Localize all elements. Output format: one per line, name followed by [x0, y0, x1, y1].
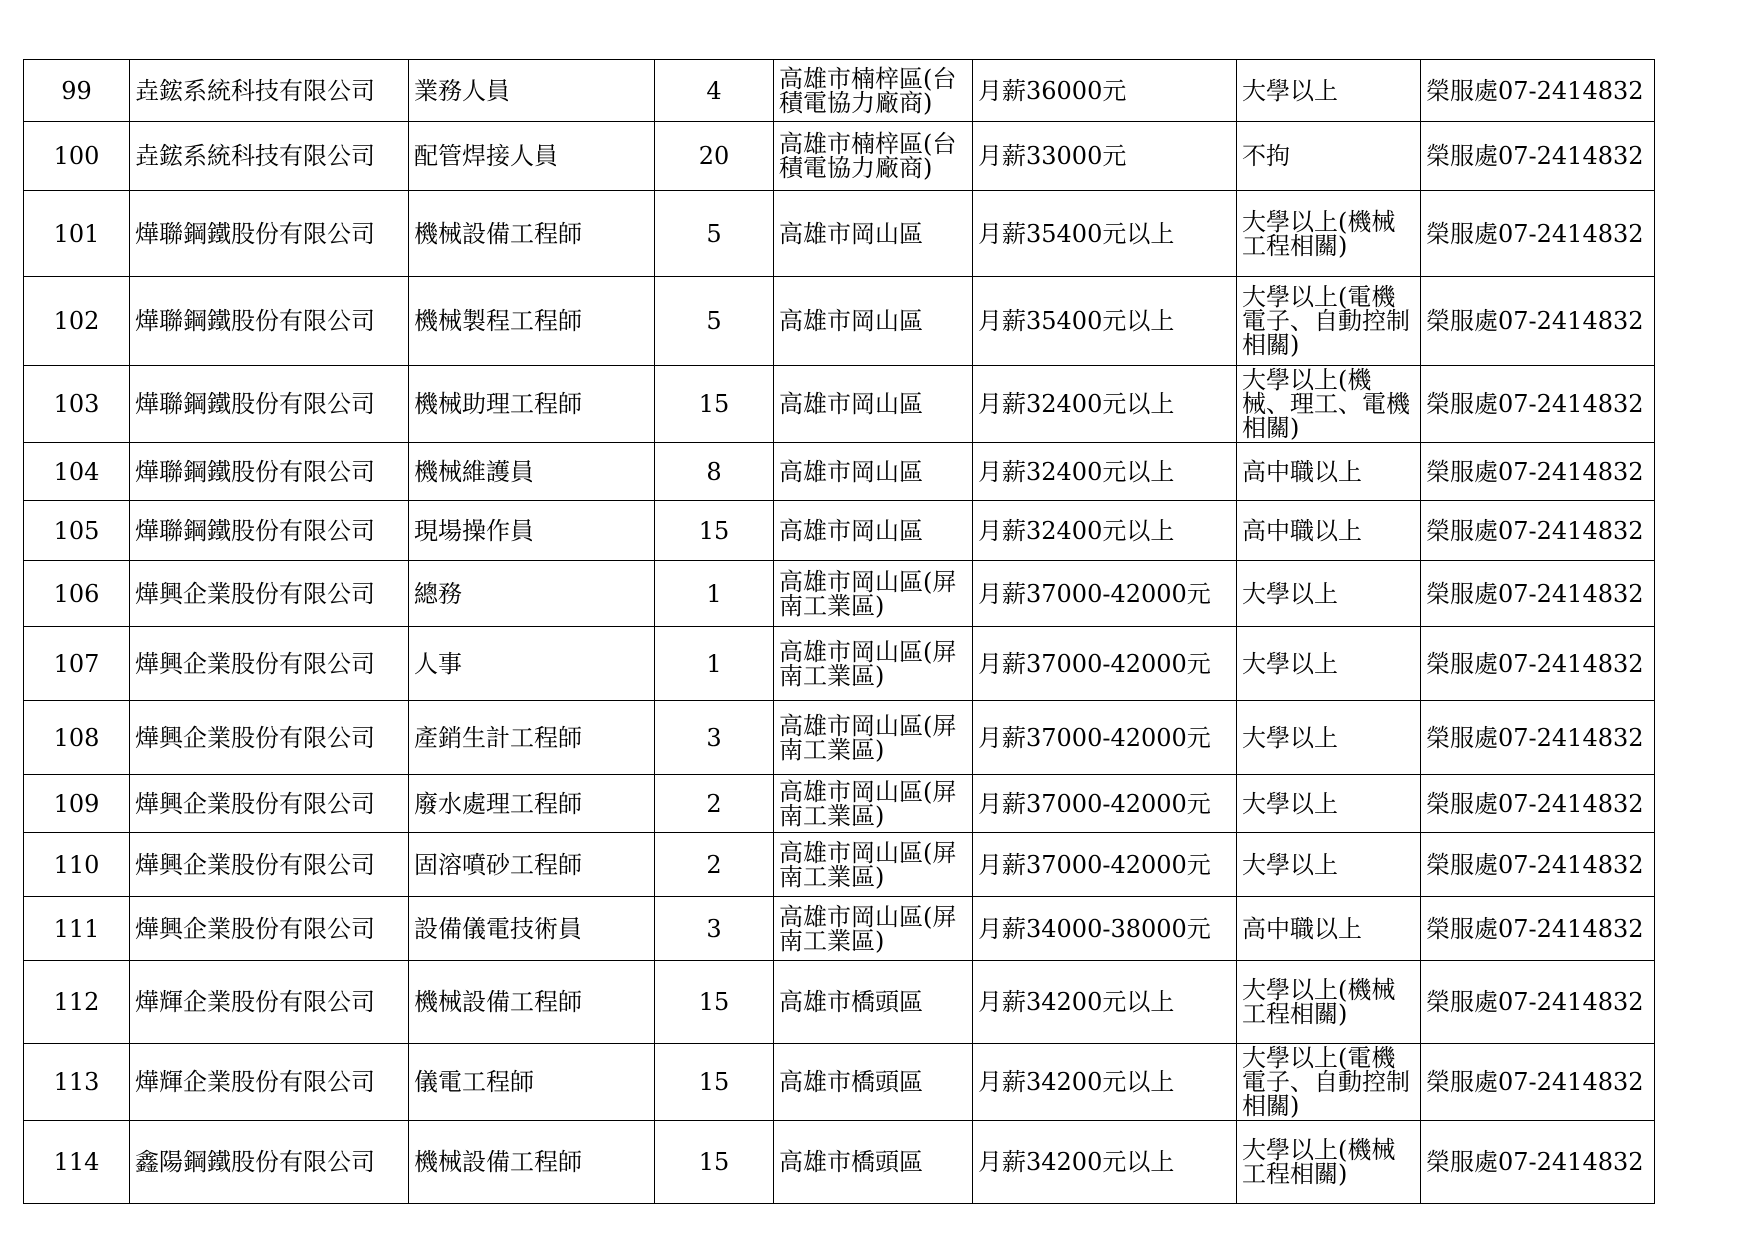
- education-requirement: 大學以上: [1237, 701, 1421, 775]
- contact-info: 榮服處07-2414832: [1421, 191, 1655, 277]
- job-title: 產銷生計工程師: [409, 701, 655, 775]
- openings-count: 15: [655, 961, 774, 1044]
- education-requirement: 大學以上(電機電子、自動控制相關): [1237, 1044, 1421, 1121]
- job-title: 業務人員: [409, 60, 655, 122]
- openings-count: 2: [655, 775, 774, 833]
- openings-count: 4: [655, 60, 774, 122]
- table-row: [24, 961, 1655, 1044]
- education-requirement: 大學以上(電機電子、自動控制相關): [1237, 277, 1421, 366]
- education-requirement: 大學以上: [1237, 60, 1421, 122]
- salary: 月薪37000-42000元: [973, 833, 1237, 897]
- work-location: 高雄市岡山區(屏南工業區): [774, 897, 973, 961]
- education-requirement: 大學以上: [1237, 627, 1421, 701]
- contact-info: 榮服處07-2414832: [1421, 775, 1655, 833]
- company-name: 燁興企業股份有限公司: [130, 897, 409, 961]
- work-location: 高雄市橋頭區: [774, 1044, 973, 1121]
- company-name: 燁輝企業股份有限公司: [130, 961, 409, 1044]
- openings-count: 15: [655, 1121, 774, 1204]
- row-number: 104: [24, 443, 130, 501]
- job-title: 機械設備工程師: [409, 191, 655, 277]
- contact-info: 榮服處07-2414832: [1421, 1121, 1655, 1204]
- job-title: 配管焊接人員: [409, 122, 655, 191]
- table-row: [24, 1044, 1655, 1121]
- contact-info: 榮服處07-2414832: [1421, 1044, 1655, 1121]
- education-requirement: 大學以上(機械工程相關): [1237, 191, 1421, 277]
- table-row: [24, 561, 1655, 627]
- job-listing-table: [23, 59, 1655, 1204]
- salary: 月薪37000-42000元: [973, 775, 1237, 833]
- job-title: 機械維護員: [409, 443, 655, 501]
- openings-count: 5: [655, 191, 774, 277]
- work-location: 高雄市岡山區(屏南工業區): [774, 701, 973, 775]
- company-name: 燁興企業股份有限公司: [130, 561, 409, 627]
- contact-info: 榮服處07-2414832: [1421, 501, 1655, 561]
- education-requirement: 大學以上: [1237, 561, 1421, 627]
- education-requirement: 高中職以上: [1237, 897, 1421, 961]
- table-row: [24, 443, 1655, 501]
- salary: 月薪37000-42000元: [973, 701, 1237, 775]
- openings-count: 15: [655, 1044, 774, 1121]
- openings-count: 3: [655, 701, 774, 775]
- job-title: 機械設備工程師: [409, 1121, 655, 1204]
- salary: 月薪32400元以上: [973, 501, 1237, 561]
- contact-info: 榮服處07-2414832: [1421, 366, 1655, 443]
- openings-count: 8: [655, 443, 774, 501]
- work-location: 高雄市岡山區: [774, 277, 973, 366]
- company-name: 燁聯鋼鐵股份有限公司: [130, 501, 409, 561]
- work-location: 高雄市橋頭區: [774, 961, 973, 1044]
- work-location: 高雄市橋頭區: [774, 1121, 973, 1204]
- row-number: 112: [24, 961, 130, 1044]
- openings-count: 15: [655, 366, 774, 443]
- openings-count: 1: [655, 561, 774, 627]
- job-title: 機械製程工程師: [409, 277, 655, 366]
- job-title: 廢水處理工程師: [409, 775, 655, 833]
- salary: 月薪32400元以上: [973, 366, 1237, 443]
- table-row: [24, 897, 1655, 961]
- row-number: 103: [24, 366, 130, 443]
- company-name: 燁聯鋼鐵股份有限公司: [130, 443, 409, 501]
- openings-count: 5: [655, 277, 774, 366]
- row-number: 113: [24, 1044, 130, 1121]
- work-location: 高雄市岡山區: [774, 191, 973, 277]
- company-name: 燁聯鋼鐵股份有限公司: [130, 191, 409, 277]
- table-row: [24, 122, 1655, 191]
- row-number: 108: [24, 701, 130, 775]
- work-location: 高雄市岡山區(屏南工業區): [774, 561, 973, 627]
- work-location: 高雄市岡山區: [774, 443, 973, 501]
- work-location: 高雄市岡山區(屏南工業區): [774, 833, 973, 897]
- job-title: 現場操作員: [409, 501, 655, 561]
- company-name: 鑫陽鋼鐵股份有限公司: [130, 1121, 409, 1204]
- salary: 月薪33000元: [973, 122, 1237, 191]
- salary: 月薪34200元以上: [973, 1121, 1237, 1204]
- row-number: 99: [24, 60, 130, 122]
- openings-count: 1: [655, 627, 774, 701]
- openings-count: 2: [655, 833, 774, 897]
- salary: 月薪34200元以上: [973, 1044, 1237, 1121]
- education-requirement: 大學以上: [1237, 833, 1421, 897]
- education-requirement: 大學以上(機械、理工、電機相關): [1237, 366, 1421, 443]
- job-title: 固溶噴砂工程師: [409, 833, 655, 897]
- contact-info: 榮服處07-2414832: [1421, 897, 1655, 961]
- row-number: 102: [24, 277, 130, 366]
- contact-info: 榮服處07-2414832: [1421, 277, 1655, 366]
- contact-info: 榮服處07-2414832: [1421, 627, 1655, 701]
- salary: 月薪36000元: [973, 60, 1237, 122]
- company-name: 燁輝企業股份有限公司: [130, 1044, 409, 1121]
- table-row: [24, 775, 1655, 833]
- table-row: [24, 501, 1655, 561]
- company-name: 燁聯鋼鐵股份有限公司: [130, 366, 409, 443]
- company-name: 燁興企業股份有限公司: [130, 833, 409, 897]
- education-requirement: 不拘: [1237, 122, 1421, 191]
- contact-info: 榮服處07-2414832: [1421, 443, 1655, 501]
- table-row: [24, 277, 1655, 366]
- job-title: 人事: [409, 627, 655, 701]
- row-number: 109: [24, 775, 130, 833]
- contact-info: 榮服處07-2414832: [1421, 561, 1655, 627]
- row-number: 111: [24, 897, 130, 961]
- company-name: 垚鋐系統科技有限公司: [130, 60, 409, 122]
- salary: 月薪34000-38000元: [973, 897, 1237, 961]
- work-location: 高雄市岡山區(屏南工業區): [774, 775, 973, 833]
- company-name: 燁興企業股份有限公司: [130, 701, 409, 775]
- table-row: [24, 60, 1655, 122]
- row-number: 107: [24, 627, 130, 701]
- contact-info: 榮服處07-2414832: [1421, 60, 1655, 122]
- row-number: 110: [24, 833, 130, 897]
- row-number: 100: [24, 122, 130, 191]
- openings-count: 3: [655, 897, 774, 961]
- table-row: [24, 191, 1655, 277]
- table-row: [24, 1121, 1655, 1204]
- salary: 月薪37000-42000元: [973, 627, 1237, 701]
- company-name: 燁興企業股份有限公司: [130, 775, 409, 833]
- work-location: 高雄市岡山區(屏南工業區): [774, 627, 973, 701]
- company-name: 燁聯鋼鐵股份有限公司: [130, 277, 409, 366]
- openings-count: 15: [655, 501, 774, 561]
- salary: 月薪35400元以上: [973, 191, 1237, 277]
- salary: 月薪35400元以上: [973, 277, 1237, 366]
- education-requirement: 高中職以上: [1237, 443, 1421, 501]
- education-requirement: 大學以上: [1237, 775, 1421, 833]
- job-title: 總務: [409, 561, 655, 627]
- contact-info: 榮服處07-2414832: [1421, 833, 1655, 897]
- job-listing-body: [24, 60, 1655, 1204]
- job-title: 機械設備工程師: [409, 961, 655, 1044]
- contact-info: 榮服處07-2414832: [1421, 701, 1655, 775]
- education-requirement: 大學以上(機械工程相關): [1237, 1121, 1421, 1204]
- openings-count: 20: [655, 122, 774, 191]
- salary: 月薪34200元以上: [973, 961, 1237, 1044]
- company-name: 垚鋐系統科技有限公司: [130, 122, 409, 191]
- row-number: 105: [24, 501, 130, 561]
- row-number: 101: [24, 191, 130, 277]
- work-location: 高雄市楠梓區(台積電協力廠商): [774, 122, 973, 191]
- company-name: 燁興企業股份有限公司: [130, 627, 409, 701]
- salary: 月薪37000-42000元: [973, 561, 1237, 627]
- table-row: [24, 701, 1655, 775]
- salary: 月薪32400元以上: [973, 443, 1237, 501]
- row-number: 114: [24, 1121, 130, 1204]
- job-title: 機械助理工程師: [409, 366, 655, 443]
- contact-info: 榮服處07-2414832: [1421, 122, 1655, 191]
- contact-info: 榮服處07-2414832: [1421, 961, 1655, 1044]
- education-requirement: 高中職以上: [1237, 501, 1421, 561]
- work-location: 高雄市岡山區: [774, 366, 973, 443]
- row-number: 106: [24, 561, 130, 627]
- job-title: 設備儀電技術員: [409, 897, 655, 961]
- table-row: [24, 833, 1655, 897]
- table-row: [24, 627, 1655, 701]
- education-requirement: 大學以上(機械工程相關): [1237, 961, 1421, 1044]
- work-location: 高雄市楠梓區(台積電協力廠商): [774, 60, 973, 122]
- work-location: 高雄市岡山區: [774, 501, 973, 561]
- table-row: [24, 366, 1655, 443]
- job-title: 儀電工程師: [409, 1044, 655, 1121]
